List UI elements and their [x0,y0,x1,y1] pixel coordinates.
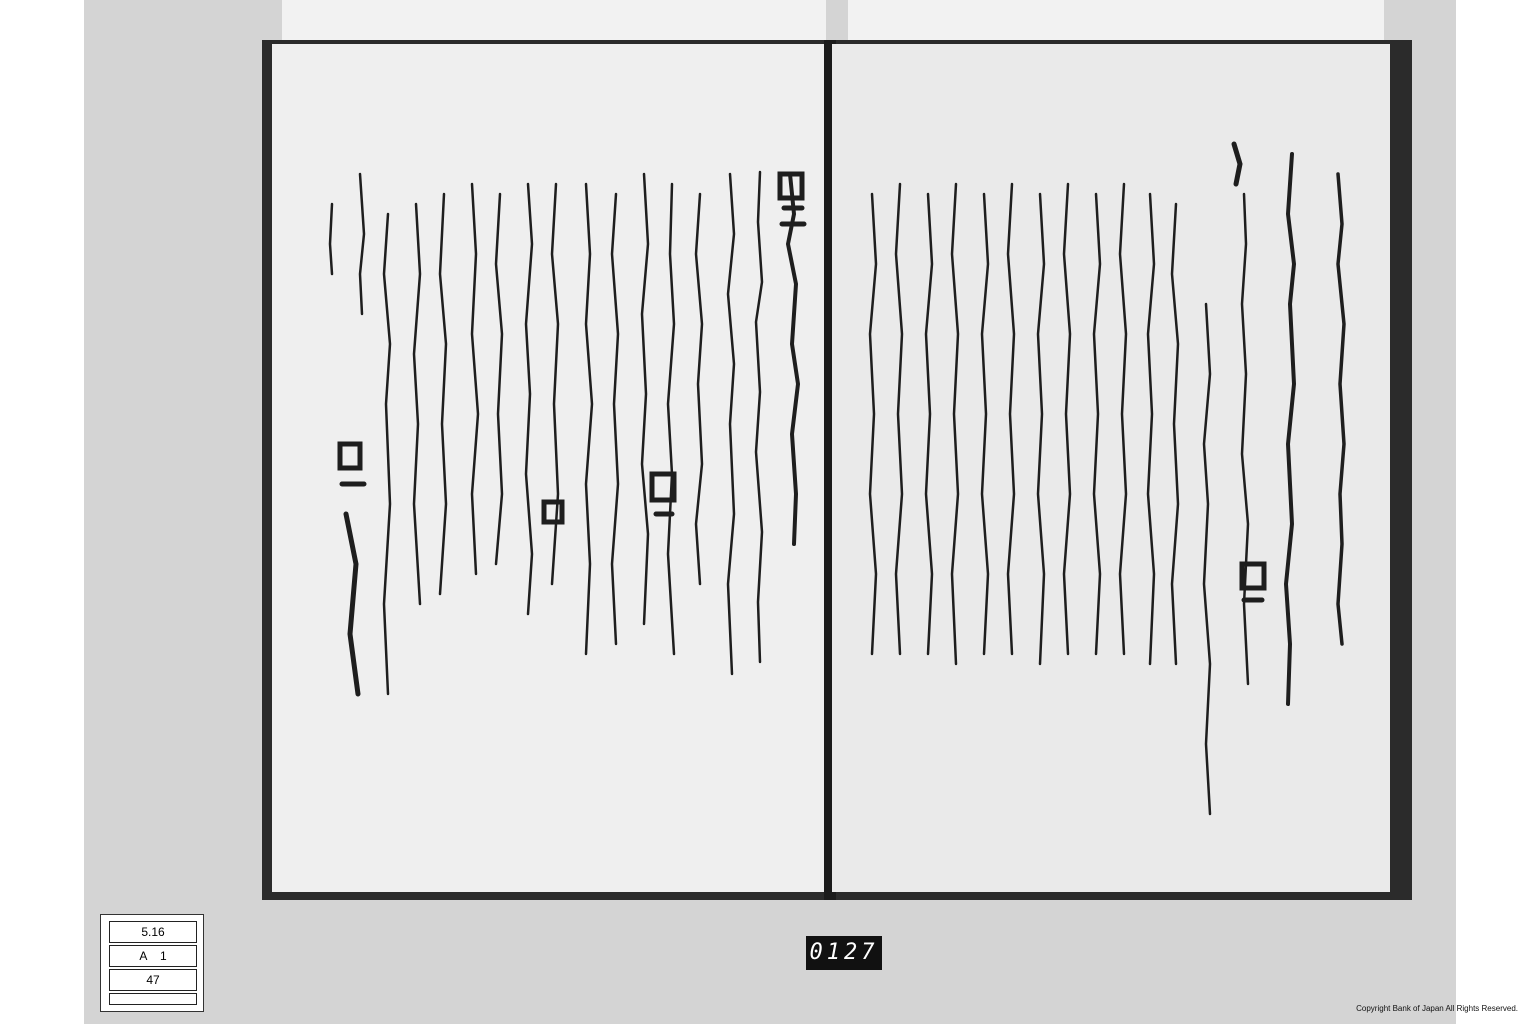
left-page [272,44,828,892]
handwritten-column [1038,194,1044,664]
handwritten-column [612,194,618,644]
handwritten-column [728,174,734,674]
handwritten-column [952,184,958,664]
handwritten-column [586,184,592,654]
handwritten-column [1094,194,1100,654]
handwritten-column [788,174,798,544]
handwritten-column [1338,174,1344,644]
handwritten-column [896,184,902,654]
handwritten-column [384,214,390,694]
handwritten-column [1286,154,1294,704]
label-card-line-1: 5.16 [109,921,197,943]
handwritten-column [526,184,532,614]
heading-mark [544,502,562,522]
handwritten-column [696,194,702,584]
handwritten-column [1204,304,1210,814]
handwritten-column [330,204,332,274]
label-card-line-3: 47 [109,969,197,991]
handwritten-column [668,184,674,654]
handwritten-column [496,194,502,564]
handwritten-column [1242,194,1248,684]
archive-label-card [100,914,204,1012]
heading-mark [1234,144,1240,184]
heading-mark [340,444,364,694]
handwritten-column [1148,194,1154,664]
frame-number: 0127 [806,936,882,970]
upper-page-strip-right [848,0,1384,42]
label-card-line-2: A 1 [109,945,197,967]
handwritten-column [440,194,446,594]
handwritten-column [472,184,478,574]
right-page-handwriting [832,44,1390,892]
handwritten-column [1064,184,1070,654]
handwritten-column [1120,184,1126,654]
handwritten-column [870,194,876,654]
handwritten-column [642,174,648,624]
copyright-notice: Copyright Bank of Japan All Rights Reserved. [1356,1004,1518,1013]
handwritten-column [756,172,762,662]
handwritten-column [926,194,932,654]
left-page-handwriting [272,44,828,892]
handwritten-column [982,194,988,654]
right-page [832,44,1390,892]
handwritten-column [414,204,420,604]
upper-page-strip-left [282,0,826,42]
handwritten-column [360,174,364,314]
handwritten-column [1008,184,1014,654]
label-card-line-4 [109,993,197,1005]
handwritten-column [1172,204,1178,664]
